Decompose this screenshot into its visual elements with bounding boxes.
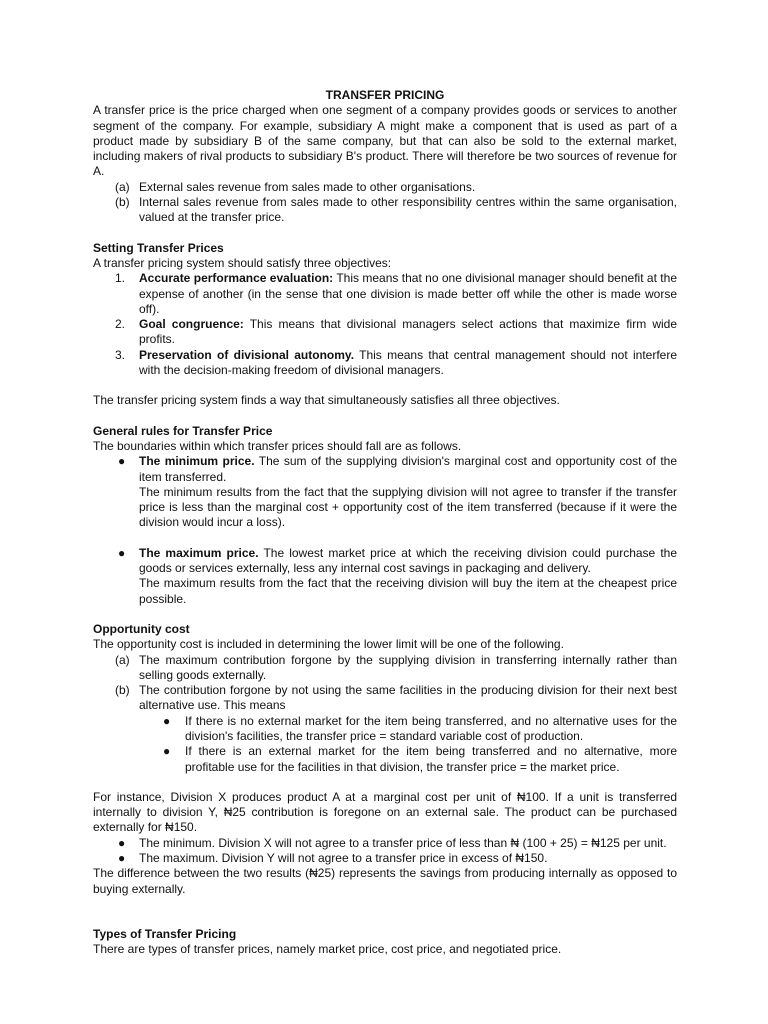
list-item <box>93 195 677 226</box>
setting-lead: A transfer pricing system should satisfy three objectives: <box>93 255 392 270</box>
list-item <box>93 271 677 317</box>
list-marker: 1. <box>115 271 126 286</box>
objectives-list <box>93 271 677 378</box>
bullet-item <box>93 454 677 530</box>
intro-list <box>93 180 677 226</box>
bullet-icon: ● <box>163 713 171 728</box>
list-text: The contribution forgone by not using the same facilities in the producing division for their next best alternative use. This means <box>139 683 677 713</box>
intro-paragraph: A transfer price is the price charged when one segment of a company provides goods or services to another segment of the company. For example, subsidiary A might make a component that is used as part of a product made by subsidiary B of the same company, but that can also be sold to the external market, including makers of rival products to subsidiary B's product. There will therefore be two sources of revenue for A. <box>93 103 677 179</box>
section-heading-rules: General rules for Transfer Price <box>93 423 273 438</box>
term: Preservation of divisional autonomy. <box>139 347 355 362</box>
example-closing: The difference between the two results (₦25) represents the savings from producing internally as opposed to buying externally. <box>93 866 677 896</box>
list-item <box>93 317 677 348</box>
sub-bullet-item <box>93 714 677 745</box>
list-text: This means that divisional managers select actions that maximize firm wide profits. <box>139 317 678 347</box>
bullet-icon: ● <box>118 835 126 850</box>
opportunity-lead: The opportunity cost is included in determining the lower limit will be one of the following. <box>93 637 564 652</box>
list-marker: (b) <box>115 683 130 698</box>
list-text: Internal sales revenue from sales made to other responsibility centres within the same organisation, valued at the transfer price. <box>139 195 677 225</box>
list-text: If there is no external market for the item being transferred, and no alternative uses for the division's facilities, the transfer price = standard variable cost of production. <box>185 713 677 743</box>
bullet-item <box>93 836 677 851</box>
rules-lead: The boundaries within which transfer prices should fall are as follows. <box>93 438 462 453</box>
list-text: External sales revenue from sales made to other organisations. <box>139 179 476 194</box>
section-heading-setting: Setting Transfer Prices <box>93 240 224 255</box>
list-item <box>93 180 677 195</box>
bullet-item <box>93 546 677 607</box>
list-marker: (b) <box>115 195 130 210</box>
list-text: The sum of the supplying division's marginal cost and opportunity cost of the item transferred. <box>139 454 678 484</box>
list-text: The maximum. Division Y will not agree to a transfer price in excess of ₦150. <box>139 851 548 866</box>
bullet-item <box>93 851 677 866</box>
section-heading-opportunity: Opportunity cost <box>93 621 190 636</box>
list-marker: 3. <box>115 347 126 362</box>
list-text: The lowest market price at which the receiving division could purchase the goods or services externally, less any internal cost savings in packaging and delivery. <box>139 545 677 576</box>
list-text: This means that no one divisional manager should benefit at the expense of another (in the sense that one division is made better off while the other is made worse off). <box>139 271 677 316</box>
list-extra: The maximum results from the fact that the receiving division will buy the item at the cheapest price possible. <box>139 576 677 606</box>
list-text: If there is an external market for the item being transferred and no alternative, more profitable use for the facilities in that division, the transfer price = the market price. <box>185 744 677 774</box>
types-paragraph: There are types of transfer prices, namely market price, cost price, and negotiated price. <box>93 942 562 957</box>
list-marker: 2. <box>115 317 126 332</box>
bullet-icon: ● <box>118 851 126 866</box>
bullet-icon: ● <box>118 545 126 560</box>
term: The minimum price. <box>139 454 255 469</box>
list-text: This means that central management should not interfere with the decision-making freedom of divisional managers. <box>139 347 678 378</box>
list-text: The minimum. Division X will not agree to a transfer price of less than ₦ (100 + 25) = ₦125 per unit. <box>139 835 667 850</box>
list-item <box>93 348 677 379</box>
bullet-icon: ● <box>163 744 171 759</box>
list-extra: The minimum results from the fact that the supplying division will not agree to transfer if the transfer price is less than the marginal cost + opportunity cost of the item transferred (because if it were the division would incur a loss). <box>139 484 677 530</box>
bullet-icon: ● <box>118 454 126 469</box>
section-heading-types: Types of Transfer Pricing <box>93 926 237 941</box>
example-paragraph: For instance, Division X produces product A at a marginal cost per unit of ₦100. If a unit is transferred internally to division Y, ₦25 contribution is foregone on an external sale. The product can be purchased externally for ₦150. <box>93 789 677 835</box>
term: The maximum price. <box>139 545 259 560</box>
list-text: The maximum contribution forgone by the supplying division in transferring internally rather than selling goods externally. <box>139 652 677 682</box>
list-marker: (a) <box>115 652 130 667</box>
sub-bullet-item <box>93 744 677 775</box>
term: Accurate performance evaluation: <box>139 271 334 286</box>
document-body <box>93 88 677 958</box>
page-title: TRANSFER PRICING <box>325 88 445 102</box>
list-marker: (a) <box>115 179 130 194</box>
term: Goal congruence: <box>139 317 244 332</box>
list-item <box>93 683 677 714</box>
list-item <box>93 653 677 684</box>
setting-closing: The transfer pricing system finds a way that simultaneously satisfies all three objectives. <box>93 393 560 408</box>
